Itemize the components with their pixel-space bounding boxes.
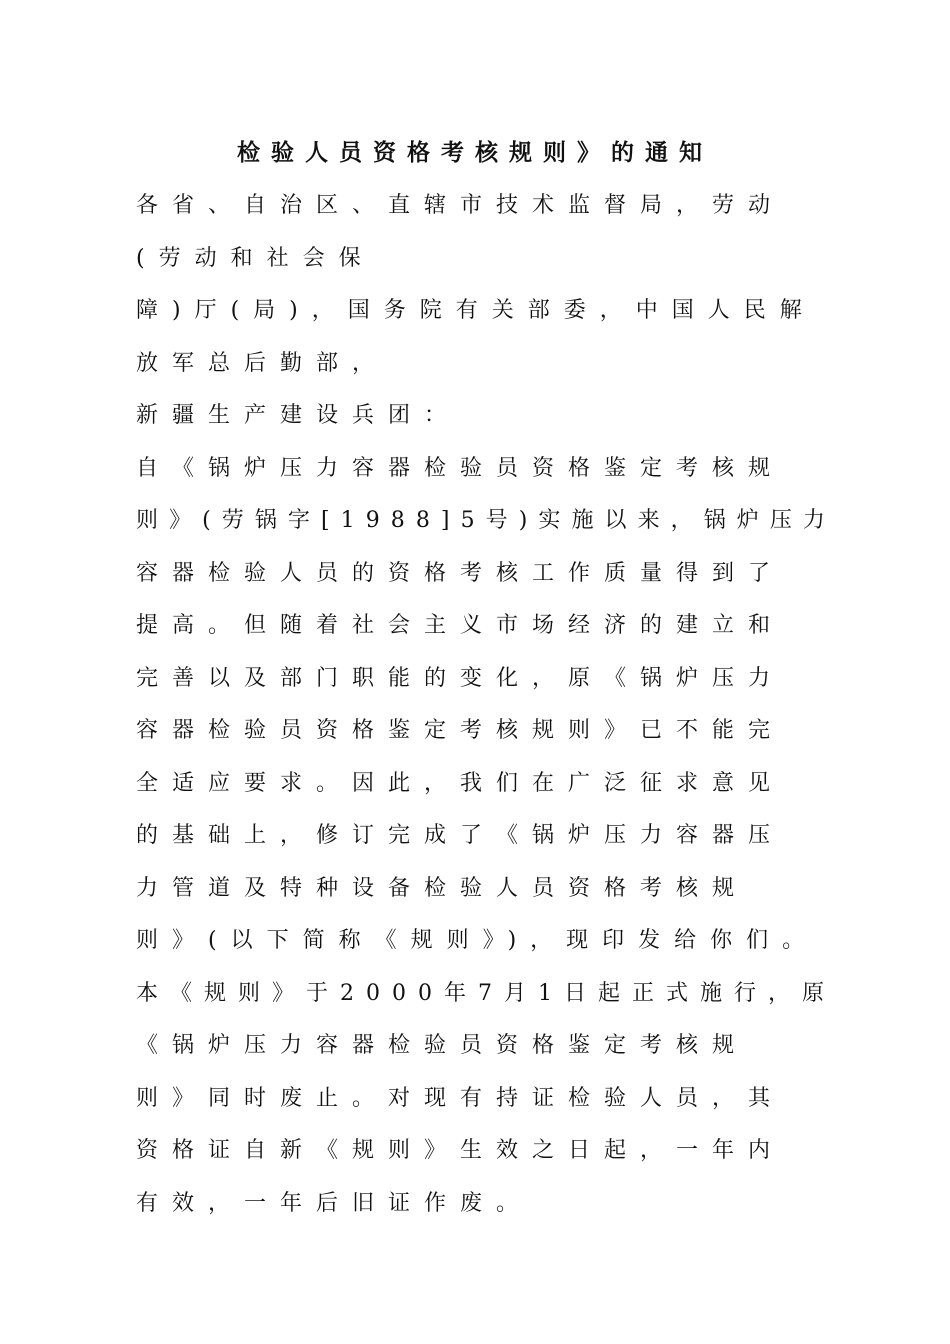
body-line-text: 则》(以下简称《规则》)，现印发给你们。: [136, 928, 819, 953]
body-line-text: 《锅炉压力容器检验员资格鉴定考核规: [136, 1033, 749, 1058]
body-line: [136, 291, 836, 344]
body-line: [136, 869, 836, 922]
body-line: [136, 501, 836, 554]
body-line-text: 资格证自新《规则》生效之日起，一年内: [136, 1138, 785, 1163]
body-line-text: 容器检验人员的资格考核工作质量得到了: [136, 560, 785, 586]
body-line-text: 各省、自治区、直辖市技术监督局，劳动: [136, 193, 785, 218]
body-line: [136, 816, 836, 869]
body-line: [136, 974, 836, 1027]
body-line-text: (劳动和社会保: [136, 245, 375, 271]
body-line-text: 则》(劳锅字[1988]5号)实施以来，锅炉压力: [136, 508, 836, 533]
body-line-text: 力管道及特种设备检验人员资格考核规: [136, 875, 749, 901]
body-line-text: 有效，一年后旧证作废。: [136, 1190, 533, 1216]
body-line-text: 提高。但随着社会主义市场经济的建立和: [136, 613, 785, 638]
body-line: [136, 1026, 836, 1079]
body-line-text: 新疆生产建设兵团：: [136, 403, 461, 428]
body-line: [136, 1184, 836, 1237]
body-line: [136, 921, 836, 974]
document-title: 检验人员资格考核规则》的通知: [237, 140, 713, 166]
body-line: [136, 449, 836, 502]
body-line-text: 全适应要求。因此，我们在广泛征求意见: [136, 770, 785, 796]
body-line-text: 的基础上，修订完成了《锅炉压力容器压: [136, 823, 785, 848]
body-line: [136, 1079, 836, 1132]
body-line: [136, 606, 836, 659]
body-line-text: 完善以及部门职能的变化，原《锅炉压力: [136, 665, 785, 691]
body-line: [136, 764, 836, 817]
body-line: [136, 344, 836, 397]
body-line: [136, 711, 836, 764]
body-line-text: 则》同时废止。对现有持证检验人员，其: [136, 1085, 785, 1111]
body-line-text: 容器检验员资格鉴定考核规则》已不能完: [136, 718, 785, 743]
document-body: [136, 186, 836, 1236]
body-line: [136, 1131, 836, 1184]
body-line-text: 自《锅炉压力容器检验员资格鉴定考核规: [136, 455, 785, 481]
body-line: [136, 239, 836, 292]
body-line: [136, 396, 836, 449]
body-line-text: 本《规则》于2000年7月1日起正式施行，原: [136, 980, 836, 1006]
body-line-text: 障)厅(局)，国务院有关部委，中国人民解: [136, 298, 816, 323]
body-line-text: 放军总后勤部，: [136, 350, 389, 376]
body-line: [136, 554, 836, 607]
body-line: [136, 186, 836, 239]
body-line: [136, 659, 836, 712]
